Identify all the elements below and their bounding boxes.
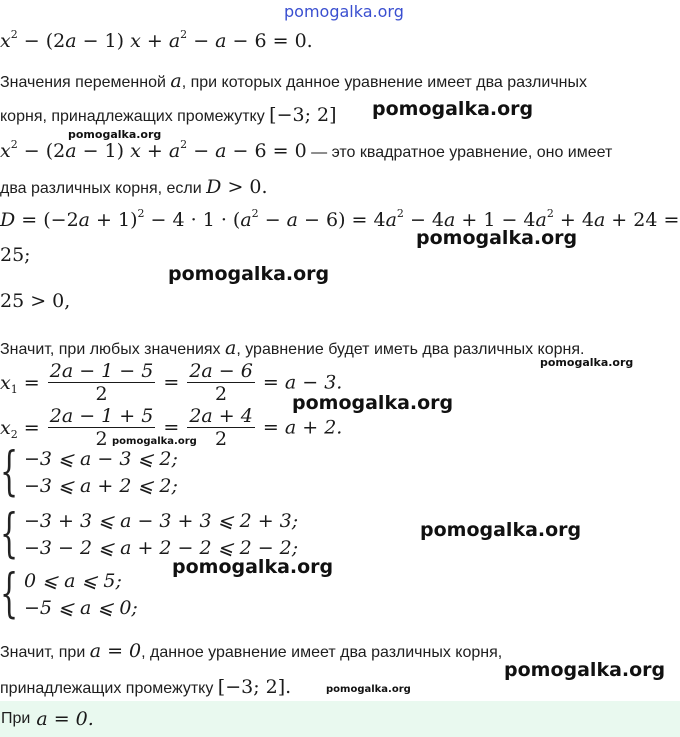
discriminant-value: 25; (0, 244, 31, 266)
answer-pre: При (1, 710, 31, 727)
watermark: pomogalka.org (68, 128, 162, 141)
conclusion-1 (0, 337, 584, 359)
problem-text-mid: , при которых данное уравнение имеет два различных (181, 74, 587, 91)
x2-fraction-1-num: 2a − 1 + 5 (49, 405, 154, 427)
conclusion-2-line-2 (0, 676, 291, 698)
condition-line (0, 176, 268, 198)
conclusion-2-math: a = 0 (89, 640, 142, 662)
problem-text-line-1 (0, 70, 587, 92)
answer-box (0, 701, 680, 737)
variable-a: a (170, 70, 182, 92)
conclusion-2-pre: Значит, при (0, 644, 86, 661)
conclusion-1-post: , уравнение будет иметь два различных корня. (236, 341, 585, 358)
watermark-top: pomogalka.org (284, 2, 404, 21)
discriminant-positive: 25 > 0, (0, 290, 71, 312)
x1-fraction-1-num: 2a − 1 − 5 (49, 360, 154, 382)
watermark: pomogalka.org (168, 263, 330, 285)
x1-fraction-1-den: 2 (95, 383, 108, 405)
watermark: pomogalka.org (504, 659, 666, 681)
discriminant-equation: $D = (-2a + 1)^2 - 4 \cdot 1 \cdot (a^2 - a - 6) = 4a^2 - 4a + 1 - 4a^2 + 4a + 24$ = (0, 207, 680, 231)
x2-result: = a + 2. (262, 416, 343, 439)
conclusion-2-post: , данное уравнение имеет два различных корня, (141, 644, 503, 661)
conclusion-1-var: a (225, 337, 237, 359)
watermark: pomogalka.org (416, 227, 578, 249)
solution-intro-tail: — это квадратное уравнение, оно имеет (306, 144, 613, 161)
root-x1: $x_1$ = $\frac{2a - 1 - 5}{2}$ = $\frac{2a - 6}{2}$ = a − 3. (0, 360, 343, 405)
system-2-line-1: −3 + 3 ⩽ a − 3 + 3 ⩽ 2 + 3; (24, 510, 299, 532)
watermark: pomogalka.org (326, 684, 411, 695)
condition-math: D > 0. (206, 176, 268, 198)
x1-fraction-2-num: 2a − 6 (189, 360, 253, 382)
problem-text-line-2 (0, 104, 337, 126)
system-3-line-2: −5 ⩽ a ⩽ 0; (24, 597, 138, 619)
system-1-line-1: −3 ⩽ a − 3 ⩽ 2; (24, 448, 178, 470)
system-1 (0, 442, 400, 502)
x2-fraction-1-den: 2 (95, 428, 108, 450)
conclusion-2-interval: [−3; 2]. (217, 676, 292, 698)
problem-interval: [−3; 2] (269, 104, 337, 126)
system-3-brace: { (0, 564, 19, 624)
watermark: pomogalka.org (540, 356, 634, 369)
problem-text-line2: корня, принадлежащих промежутку (0, 108, 265, 125)
solution-intro: $x^2 - (2a - 1) x + a^2 - a - 6 = 0$ — это квадратное уравнение, оно имеет (0, 138, 613, 162)
conclusion-2-line2-text: принадлежащих промежутку (0, 680, 214, 697)
condition-text: два различных корня, если (0, 180, 202, 197)
x1-result: = a − 3. (262, 371, 343, 394)
x2-fraction-2-num: 2a + 4 (189, 405, 253, 427)
x1-fraction-2-den: 2 (215, 383, 228, 405)
watermark: pomogalka.org (112, 436, 197, 447)
system-1-brace: { (0, 442, 19, 502)
conclusion-2-line-1 (0, 640, 502, 662)
watermark: pomogalka.org (372, 98, 534, 120)
system-1-line-2: −3 ⩽ a + 2 ⩽ 2; (24, 475, 178, 497)
watermark: pomogalka.org (420, 519, 582, 541)
system-3-line-1: 0 ⩽ a ⩽ 5; (24, 570, 122, 592)
conclusion-1-pre: Значит, при любых значениях (0, 341, 221, 358)
system-2-line-2: −3 − 2 ⩽ a + 2 − 2 ⩽ 2 − 2; (24, 537, 299, 559)
root-x2: $x_2$ = $\frac{2a - 1 + 5}{2}$ = $\frac{2a + 4}{2}$ = a + 2. (0, 405, 343, 450)
answer-math: a = 0. (36, 708, 94, 730)
watermark: pomogalka.org (292, 392, 454, 414)
system-2-brace: { (0, 504, 19, 564)
problem-text-start: Значения переменной (0, 74, 166, 91)
x2-fraction-2-den: 2 (215, 428, 228, 450)
problem-equation: $x^2 - (2a - 1) x + a^2 - a - 6 = 0$. (0, 28, 313, 52)
watermark: pomogalka.org (172, 556, 334, 578)
